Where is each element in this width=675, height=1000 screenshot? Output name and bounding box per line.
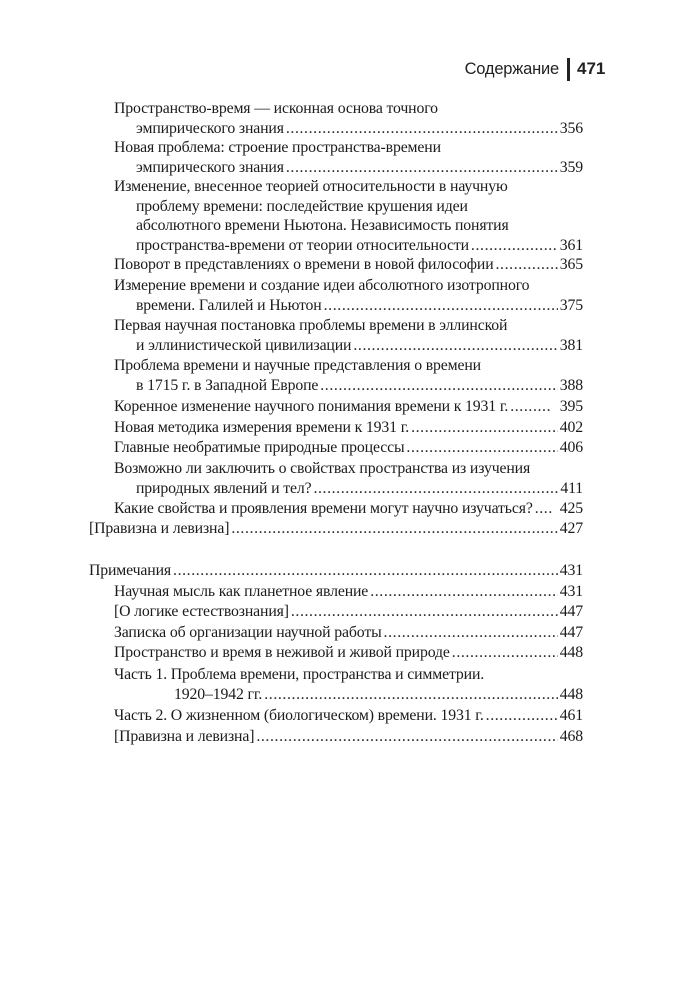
toc-entry-line: Новая методика измерения времени к 1931 г. (114, 419, 410, 436)
toc-entry-line: Измерение времени и создание идеи абсолютного изотропного (114, 277, 530, 294)
toc-entry-line: времени. Галилей и Ньютон (136, 296, 322, 314)
toc-page-number: 356 (559, 119, 583, 137)
toc-page-number: 431 (559, 562, 583, 579)
leader-dots (370, 582, 558, 602)
toc-entry (114, 706, 583, 726)
toc-entry (114, 582, 583, 602)
toc-page-number: 402 (559, 419, 583, 436)
toc-page-number: 468 (559, 728, 583, 745)
leader-dots (313, 479, 558, 499)
leader-dots (411, 418, 558, 438)
toc-entry-line: проблему времени: последействие крушения идеи (136, 197, 468, 215)
leader-dots (231, 519, 557, 539)
toc-page-number: 406 (559, 439, 583, 456)
toc-entry-line: пространства-времени от теории относительности (136, 236, 469, 254)
toc-entry (114, 623, 583, 643)
toc-entry-line: Поворот в представлениях о времени в новой философии (114, 256, 494, 273)
toc-entry-line: Какие свойства и проявления времени могут научно изучаться? (114, 500, 533, 517)
header-separator (567, 58, 570, 81)
toc-entry (114, 665, 583, 704)
toc-page-number: 359 (559, 158, 583, 176)
toc-entry (114, 255, 583, 275)
toc-entry-line: Новая проблема: строение пространства-времени (114, 139, 441, 156)
toc-entry-line: Примечания (89, 562, 172, 579)
toc-entry (114, 356, 583, 395)
toc-page-number: 448 (559, 644, 583, 661)
toc-entry (89, 561, 583, 581)
toc-entry-line: Записка об организации научной работы (114, 624, 382, 641)
toc-entry-line: Главные необратимые природные процессы (114, 439, 405, 456)
toc-page-number: 431 (559, 583, 583, 600)
leader-dots (256, 727, 557, 747)
toc-entry-line: и эллинистической цивилизации (136, 336, 352, 354)
leader-dots (496, 255, 558, 275)
toc-entry-line: эмпирического знания (136, 158, 284, 176)
toc-entry (114, 499, 583, 519)
toc-entry (114, 643, 583, 663)
toc-page-number: 388 (559, 376, 583, 394)
toc-page-number: 375 (559, 296, 583, 314)
toc-entry-line: [О логике естествознания] (114, 603, 289, 620)
leader-dots (264, 685, 558, 705)
toc-page-number: 447 (559, 624, 583, 641)
toc-entry (114, 99, 583, 138)
toc-entry-line: [Правизна и левизна] (114, 728, 255, 745)
leader-dots (406, 438, 557, 458)
leader-dots (510, 397, 552, 417)
leader-dots (286, 119, 558, 139)
toc-page-number: 447 (559, 603, 583, 620)
toc-entry (114, 276, 583, 315)
leader-dots (471, 236, 558, 256)
leader-dots (173, 561, 558, 581)
toc-page-number: 461 (559, 707, 583, 724)
toc-entry-line: Коренное изменение научного понимания времени к 1931 г. (114, 398, 509, 415)
toc-page-number: 448 (559, 685, 583, 703)
leader-dots (535, 499, 552, 519)
toc-page-number: 395 (559, 398, 583, 415)
toc-entry-line: природных явлений и тел? (136, 479, 312, 497)
toc-entry (89, 519, 583, 539)
toc-entry-line: Возможно ли заключить о свойствах пространства из изучения (114, 460, 531, 477)
toc-page-number: 427 (559, 520, 583, 537)
toc-entry (114, 177, 583, 255)
toc-entry-line: эмпирического знания (136, 119, 284, 137)
leader-dots (291, 602, 558, 622)
toc-entry-line: абсолютного времени Ньютона. Независимость понятия (136, 217, 509, 235)
toc-entry-line: Проблема времени и научные представления о времени (114, 357, 481, 374)
toc-page-number: 411 (560, 479, 583, 497)
toc-entry-line: 1920–1942 гг. (174, 685, 263, 703)
toc-page-number: 361 (559, 236, 583, 254)
toc-entry-line: Пространство-время — исконная основа точного (114, 100, 438, 117)
toc-entry (114, 397, 583, 417)
leader-dots (353, 336, 557, 356)
toc-entry (114, 418, 583, 438)
leader-dots (324, 296, 558, 316)
toc-entry-line: Научная мысль как планетное явление (114, 583, 369, 600)
toc-entry-line: Пространство и время в неживой и живой природе (114, 644, 450, 661)
leader-dots (286, 158, 558, 178)
leader-dots (384, 623, 558, 643)
toc-entry-line: Часть 2. О жизненном (биологическом) времени. 1931 г. (114, 707, 484, 724)
toc-entry-line: Часть 1. Проблема времени, пространства и симметрии. (114, 666, 485, 683)
toc-entry (114, 727, 583, 747)
leader-dots (320, 376, 558, 396)
leader-dots (486, 706, 558, 726)
toc-entry (114, 138, 583, 177)
running-header (0, 58, 675, 84)
toc-page-number: 425 (559, 500, 583, 517)
toc-page-number: 381 (559, 336, 583, 354)
leader-dots (452, 643, 558, 663)
toc-page-number: 365 (559, 256, 583, 273)
toc-entry (114, 459, 583, 498)
toc-entry (114, 316, 583, 355)
toc-entry-line: Первая научная постановка проблемы времени в эллинской (114, 317, 508, 334)
section-title: Содержание (464, 60, 559, 78)
toc-entry (114, 602, 583, 622)
toc-entry (114, 438, 583, 458)
toc-entry-line: [Правизна и левизна] (89, 520, 230, 537)
toc-entry-line: Изменение, внесенное теорией относительности в научную (114, 178, 508, 195)
toc-entry-line: в 1715 г. в Западной Европе (136, 376, 319, 394)
page-number: 471 (577, 59, 606, 78)
